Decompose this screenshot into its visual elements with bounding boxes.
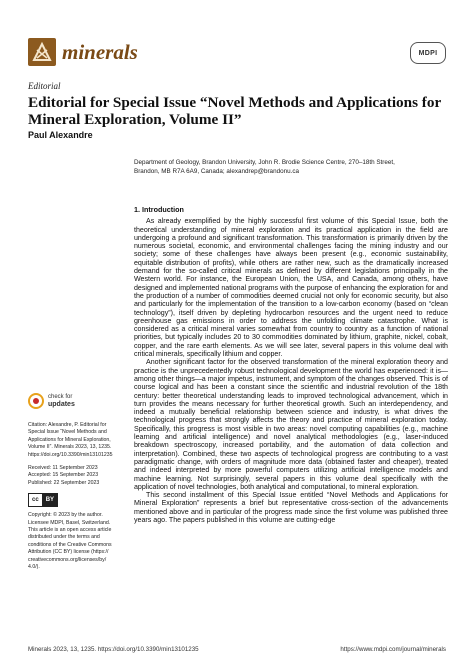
license-link[interactable]: 4.0/). <box>28 564 40 571</box>
check-for-updates-badge[interactable] <box>28 388 124 414</box>
by-icon: BY <box>42 493 58 507</box>
license-link[interactable]: creativecommons.org/licenses/by/ <box>28 556 107 563</box>
body-paragraph: As already exemplified by the highly successful first volume of this Special Issue, both the theoretical understanding of mineral exploration and its practical application in the field are undergoing a profound and significant transformation. This transformation is primarily driven by the numerous societal, economic, and environmental challenges facing the mining industry and our society; some of these challenges have always been present (e.g., economic sustainability, equitable distribution of profits), while others are rather new, such as the dramatically increased demand for the so-called critical minerals as defined by different legislations principally in the Western world. For instance, the European Union, the USA, and Canada, among others, have designed and implemented national programs with the purpose of enhancing the exploration for and the production of a number of commodities deemed crucial not only for economic security, but also and particularly for the implementation of the transition to a low-carbon economy (based on “clean technology”), itself driven by depleting hydrocarbon resources and the urgent need to reduce greenhouse gas emissions in order to address the unfolding climate catastrophe. What is considered as a critical mineral varies somewhat from country to country as a function of national priorities, but typically includes 20 to 30 commodities dominated by lithium, graphite, nickel, cobalt, copper, and the rare earth elements. As we will see later, several papers in this volume deal with critical minerals, specifically lithium and copper. <box>134 217 448 359</box>
citation-line: Citation: Alexandre, P. Editorial for <box>28 422 107 428</box>
copyright-block <box>28 512 124 571</box>
body-paragraph: Another significant factor for the observed transformation of the mineral exploration theory and practice is the unprecedentedly robust technological development the world has experienced: it is—among other things—a major impetus, instrument, and symptom of the changes observed. This is of course logical and has been a constant since the scientific and industrial revolution of the 18th century: better theoretical understanding leads to improved technological advancement, which in turn provides the means necessary for further theoretical growth. Such an interdependency, and indeed a mutually beneficial relationship between science and industry, is what drives the technological progress that strongly affects the theory and practice of mineral exploration today. Specifically, this progress is most visible in two areas: novel computing capabilities (e.g., machine learning and artificial intelligence) and novel analytical methodologies (e.g., laser-induced breakdown spectroscopy, increased portability, and the automation of data collection and interpretation). Combined, these two aspects of technological progress are contributing to a vast paradigmatic change, with orders of magnitude more data (obtained faster and cheaper), treated and indeed interpreted by more powerful computers utilizing artificial intelligence models and machine learning. Not surprisingly, several papers in this volume deal specifically with the application of novel technologies, both analytical and computational, to mineral exploration. <box>134 358 448 491</box>
footer-journal-url[interactable]: https://www.mdpi.com/journal/minerals <box>340 646 446 653</box>
cc-by-license-icon[interactable] <box>28 493 124 507</box>
received-date: Received: 11 September 2023 <box>28 465 98 472</box>
updates-label-bottom: updates <box>48 401 75 408</box>
citation-line: Special Issue “Novel Methods and <box>28 429 107 436</box>
citation-block <box>28 422 124 459</box>
cc-icon: cc <box>28 493 43 507</box>
copyright-line: Copyright: © 2023 by the author. <box>28 512 103 519</box>
author-name: Paul Alexandre <box>28 130 93 140</box>
copyright-line: This article is an open access article <box>28 527 112 534</box>
affiliation-line: Brandon, MB R7A 6A9, Canada; alexandrep@brandonu.ca <box>134 168 299 175</box>
journal-logo-icon <box>28 38 56 66</box>
copyright-line: conditions of the Creative Commons <box>28 541 112 548</box>
copyright-line: Attribution (CC BY) license (https:// <box>28 549 109 556</box>
updates-label-top: check for <box>48 394 73 400</box>
footer-citation[interactable]: Minerals 2023, 13, 1235. https://doi.org/10.3390/min13101235 <box>28 646 199 653</box>
article-type: Editorial <box>28 81 61 91</box>
copyright-line: Licensee MDPI, Basel, Switzerland. <box>28 519 111 526</box>
citation-doi-link[interactable]: https://doi.org/10.3390/min13101235 <box>28 451 113 458</box>
mdpi-logo[interactable]: MDPI <box>410 42 446 64</box>
published-date: Published: 22 September 2023 <box>28 479 100 486</box>
section-heading: 1. Introduction <box>134 205 184 214</box>
accepted-date: Accepted: 15 September 2023 <box>28 472 99 479</box>
check-updates-icon <box>28 393 44 409</box>
copyright-line: distributed under the terms and <box>28 534 100 541</box>
citation-line: Volume II”. Minerals 2023, 13, 1235. <box>28 444 112 451</box>
journal-name[interactable]: minerals <box>62 40 138 64</box>
dates-block <box>28 465 124 487</box>
article-sidebar <box>28 388 124 578</box>
affiliation-line: Department of Geology, Brandon University, John R. Brodie Science Centre, 270–18th Street, <box>134 159 395 166</box>
citation-line: Applications for Mineral Exploration, <box>28 436 111 443</box>
article-body <box>134 206 448 524</box>
article-title: Editorial for Special Issue “Novel Methods and Applications for Mineral Exploration, Volume II” <box>28 94 441 128</box>
body-paragraph: This second installment of this Special Issue entitled “Novel Methods and Applications for Mineral Exploration” represents a brief but representative cross-section of the advancements mentioned above and in particular of the progress made since the first volume was published three years ago. The papers published in this volume are cutting-edge <box>134 491 448 524</box>
journal-header <box>28 38 446 74</box>
author-affiliation <box>134 158 446 176</box>
